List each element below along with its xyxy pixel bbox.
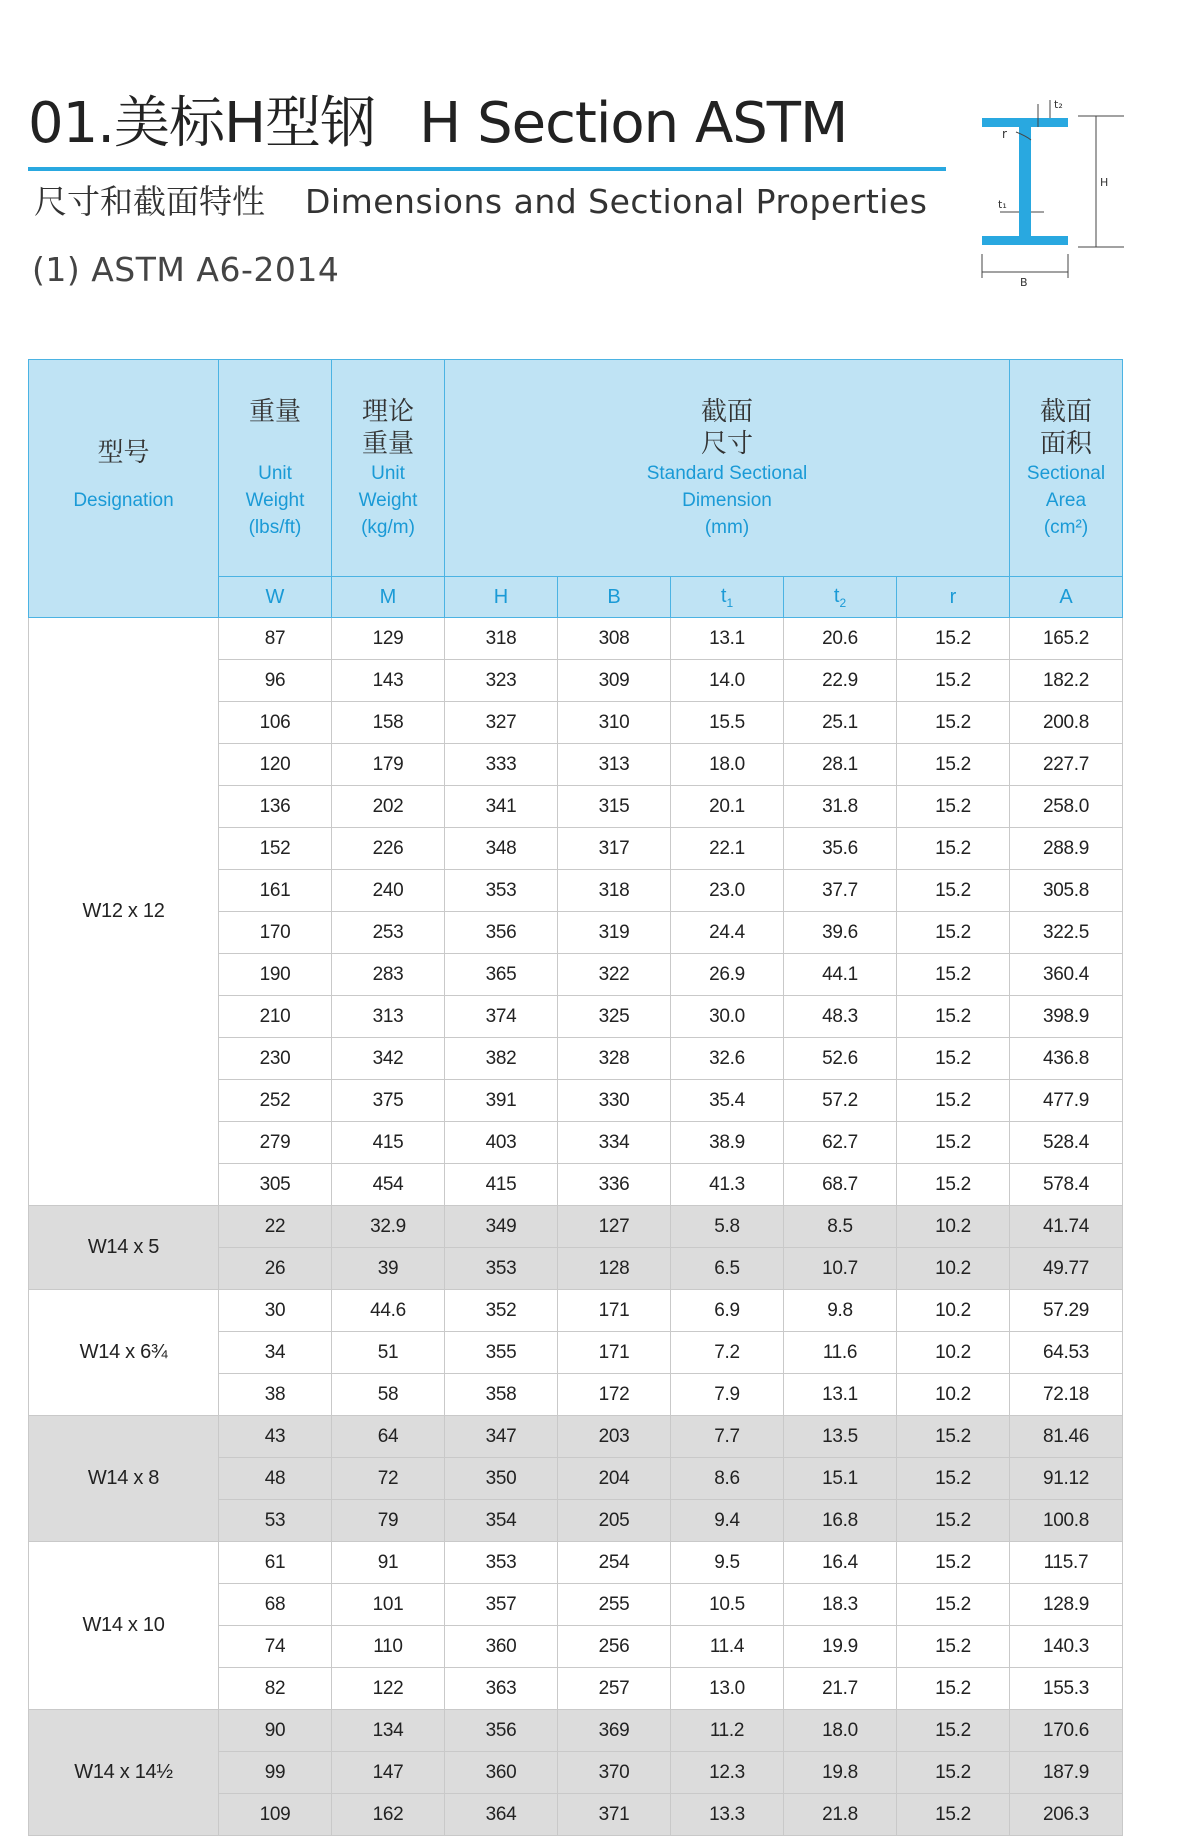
value-cell: 15.2 — [897, 1122, 1010, 1164]
value-cell: 158 — [332, 702, 445, 744]
value-cell: 16.4 — [784, 1542, 897, 1584]
value-cell: 365 — [445, 954, 558, 996]
value-cell: 48 — [219, 1458, 332, 1500]
value-cell: 317 — [558, 828, 671, 870]
value-cell: 9.4 — [671, 1500, 784, 1542]
value-cell: 90 — [219, 1710, 332, 1752]
value-cell: 210 — [219, 996, 332, 1038]
symbol-h: H — [445, 577, 558, 618]
value-cell: 203 — [558, 1416, 671, 1458]
value-cell: 309 — [558, 660, 671, 702]
value-cell: 26 — [219, 1248, 332, 1290]
value-cell: 21.7 — [784, 1668, 897, 1710]
h-beam-shape-icon — [982, 118, 1068, 245]
table-row — [29, 1416, 1123, 1458]
value-cell: 22 — [219, 1206, 332, 1248]
value-cell: 15.2 — [897, 1164, 1010, 1206]
header-designation: 型号 Designation — [29, 360, 219, 618]
value-cell: 20.6 — [784, 618, 897, 660]
value-cell: 310 — [558, 702, 671, 744]
table-row — [29, 618, 1123, 660]
value-cell: 170 — [219, 912, 332, 954]
value-cell: 11.4 — [671, 1626, 784, 1668]
value-cell: 10.2 — [897, 1290, 1010, 1332]
value-cell: 358 — [445, 1374, 558, 1416]
symbol-w: W — [219, 577, 332, 618]
subtitle-cn: 尺寸和截面特性 — [34, 182, 265, 221]
designation-cell: W14 x 10 — [29, 1542, 219, 1710]
value-cell: 322.5 — [1010, 912, 1123, 954]
value-cell: 202 — [332, 786, 445, 828]
value-cell: 528.4 — [1010, 1122, 1123, 1164]
value-cell: 18.0 — [784, 1710, 897, 1752]
value-cell: 254 — [558, 1542, 671, 1584]
value-cell: 341 — [445, 786, 558, 828]
title-divider — [28, 167, 946, 171]
value-cell: 352 — [445, 1290, 558, 1332]
value-cell: 375 — [332, 1080, 445, 1122]
value-cell: 230 — [219, 1038, 332, 1080]
table-row — [29, 1206, 1123, 1248]
value-cell: 171 — [558, 1290, 671, 1332]
value-cell: 357 — [445, 1584, 558, 1626]
value-cell: 20.1 — [671, 786, 784, 828]
table-header — [29, 360, 1123, 618]
title-en: H Section ASTM — [419, 91, 848, 156]
value-cell: 15.1 — [784, 1458, 897, 1500]
value-cell: 15.2 — [897, 1584, 1010, 1626]
value-cell: 43 — [219, 1416, 332, 1458]
designation-cell: W14 x 5 — [29, 1206, 219, 1290]
value-cell: 360 — [445, 1626, 558, 1668]
value-cell: 187.9 — [1010, 1752, 1123, 1794]
value-cell: 79 — [332, 1500, 445, 1542]
value-cell: 35.6 — [784, 828, 897, 870]
value-cell: 91.12 — [1010, 1458, 1123, 1500]
value-cell: 313 — [558, 744, 671, 786]
value-cell: 7.9 — [671, 1374, 784, 1416]
h-beam-section-diagram — [978, 92, 1138, 292]
value-cell: 44.1 — [784, 954, 897, 996]
value-cell: 322 — [558, 954, 671, 996]
diagram-label-t2: t₂ — [1054, 98, 1063, 111]
value-cell: 15.2 — [897, 1500, 1010, 1542]
value-cell: 305 — [219, 1164, 332, 1206]
value-cell: 127 — [558, 1206, 671, 1248]
value-cell: 24.4 — [671, 912, 784, 954]
value-cell: 342 — [332, 1038, 445, 1080]
value-cell: 128.9 — [1010, 1584, 1123, 1626]
value-cell: 91 — [332, 1542, 445, 1584]
value-cell: 38 — [219, 1374, 332, 1416]
value-cell: 15.2 — [897, 1668, 1010, 1710]
value-cell: 8.6 — [671, 1458, 784, 1500]
value-cell: 96 — [219, 660, 332, 702]
diagram-label-r: r — [1002, 127, 1007, 141]
value-cell: 44.6 — [332, 1290, 445, 1332]
value-cell: 10.2 — [897, 1206, 1010, 1248]
value-cell: 15.5 — [671, 702, 784, 744]
value-cell: 190 — [219, 954, 332, 996]
value-cell: 350 — [445, 1458, 558, 1500]
value-cell: 9.5 — [671, 1542, 784, 1584]
value-cell: 64 — [332, 1416, 445, 1458]
value-cell: 13.0 — [671, 1668, 784, 1710]
value-cell: 15.2 — [897, 1752, 1010, 1794]
value-cell: 206.3 — [1010, 1794, 1123, 1836]
value-cell: 349 — [445, 1206, 558, 1248]
value-cell: 382 — [445, 1038, 558, 1080]
value-cell: 308 — [558, 618, 671, 660]
value-cell: 25.1 — [784, 702, 897, 744]
value-cell: 120 — [219, 744, 332, 786]
value-cell: 32.9 — [332, 1206, 445, 1248]
value-cell: 415 — [332, 1122, 445, 1164]
value-cell: 165.2 — [1010, 618, 1123, 660]
value-cell: 48.3 — [784, 996, 897, 1038]
value-cell: 15.2 — [897, 1080, 1010, 1122]
value-cell: 22.1 — [671, 828, 784, 870]
value-cell: 15.2 — [897, 1542, 1010, 1584]
symbol-a: A — [1010, 577, 1123, 618]
value-cell: 19.8 — [784, 1752, 897, 1794]
value-cell: 61 — [219, 1542, 332, 1584]
value-cell: 39 — [332, 1248, 445, 1290]
value-cell: 12.3 — [671, 1752, 784, 1794]
value-cell: 10.2 — [897, 1248, 1010, 1290]
value-cell: 403 — [445, 1122, 558, 1164]
title-cn: 01.美标H型钢 — [28, 91, 376, 156]
value-cell: 53 — [219, 1500, 332, 1542]
value-cell: 353 — [445, 1542, 558, 1584]
value-cell: 161 — [219, 870, 332, 912]
symbol-m: M — [332, 577, 445, 618]
value-cell: 41.74 — [1010, 1206, 1123, 1248]
value-cell: 72 — [332, 1458, 445, 1500]
value-cell: 305.8 — [1010, 870, 1123, 912]
value-cell: 323 — [445, 660, 558, 702]
value-cell: 11.2 — [671, 1710, 784, 1752]
value-cell: 81.46 — [1010, 1416, 1123, 1458]
value-cell: 5.8 — [671, 1206, 784, 1248]
value-cell: 179 — [332, 744, 445, 786]
value-cell: 82 — [219, 1668, 332, 1710]
value-cell: 15.2 — [897, 1458, 1010, 1500]
value-cell: 147 — [332, 1752, 445, 1794]
value-cell: 348 — [445, 828, 558, 870]
value-cell: 398.9 — [1010, 996, 1123, 1038]
value-cell: 6.9 — [671, 1290, 784, 1332]
value-cell: 318 — [445, 618, 558, 660]
value-cell: 15.2 — [897, 828, 1010, 870]
value-cell: 258.0 — [1010, 786, 1123, 828]
value-cell: 57.2 — [784, 1080, 897, 1122]
symbol-t1: $t_1$ — [671, 577, 784, 618]
value-cell: 128 — [558, 1248, 671, 1290]
table-row — [29, 1710, 1123, 1752]
value-cell: 454 — [332, 1164, 445, 1206]
value-cell: 15.2 — [897, 870, 1010, 912]
value-cell: 170.6 — [1010, 1710, 1123, 1752]
value-cell: 143 — [332, 660, 445, 702]
value-cell: 15.2 — [897, 912, 1010, 954]
value-cell: 38.9 — [671, 1122, 784, 1164]
value-cell: 100.8 — [1010, 1500, 1123, 1542]
value-cell: 52.6 — [784, 1038, 897, 1080]
value-cell: 41.3 — [671, 1164, 784, 1206]
value-cell: 353 — [445, 1248, 558, 1290]
value-cell: 257 — [558, 1668, 671, 1710]
value-cell: 15.2 — [897, 996, 1010, 1038]
symbol-b: B — [558, 577, 671, 618]
value-cell: 8.5 — [784, 1206, 897, 1248]
value-cell: 391 — [445, 1080, 558, 1122]
value-cell: 10.2 — [897, 1374, 1010, 1416]
value-cell: 15.2 — [897, 786, 1010, 828]
value-cell: 30.0 — [671, 996, 784, 1038]
value-cell: 39.6 — [784, 912, 897, 954]
symbol-r: r — [897, 577, 1010, 618]
value-cell: 370 — [558, 1752, 671, 1794]
value-cell: 363 — [445, 1668, 558, 1710]
value-cell: 364 — [445, 1794, 558, 1836]
value-cell: 325 — [558, 996, 671, 1038]
value-cell: 328 — [558, 1038, 671, 1080]
value-cell: 240 — [332, 870, 445, 912]
value-cell: 13.1 — [784, 1374, 897, 1416]
value-cell: 360.4 — [1010, 954, 1123, 996]
diagram-label-h: H — [1100, 176, 1109, 189]
value-cell: 200.8 — [1010, 702, 1123, 744]
value-cell: 171 — [558, 1332, 671, 1374]
value-cell: 68 — [219, 1584, 332, 1626]
value-cell: 16.8 — [784, 1500, 897, 1542]
value-cell: 13.5 — [784, 1416, 897, 1458]
value-cell: 255 — [558, 1584, 671, 1626]
value-cell: 31.8 — [784, 786, 897, 828]
value-cell: 313 — [332, 996, 445, 1038]
header-sectional-area: 截面 面积 Sectional Area (cm²) — [1010, 360, 1123, 577]
value-cell: 30 — [219, 1290, 332, 1332]
value-cell: 172 — [558, 1374, 671, 1416]
value-cell: 51 — [332, 1332, 445, 1374]
value-cell: 369 — [558, 1710, 671, 1752]
value-cell: 22.9 — [784, 660, 897, 702]
value-cell: 7.7 — [671, 1416, 784, 1458]
table-body — [29, 618, 1123, 1836]
standard-label: (1) ASTM A6-2014 — [32, 250, 340, 289]
value-cell: 21.8 — [784, 1794, 897, 1836]
designation-cell: W14 x 8 — [29, 1416, 219, 1542]
symbol-t2: $t_2$ — [784, 577, 897, 618]
value-cell: 101 — [332, 1584, 445, 1626]
value-cell: 477.9 — [1010, 1080, 1123, 1122]
value-cell: 162 — [332, 1794, 445, 1836]
header-unit-weight: 重量 Unit Weight (lbs/ft) — [219, 360, 332, 577]
value-cell: 109 — [219, 1794, 332, 1836]
value-cell: 10.5 — [671, 1584, 784, 1626]
value-cell: 62.7 — [784, 1122, 897, 1164]
value-cell: 155.3 — [1010, 1668, 1123, 1710]
page-subtitle — [34, 182, 927, 222]
value-cell: 34 — [219, 1332, 332, 1374]
header-theoretical-weight: 理论 重量 Unit Weight (kg/m) — [332, 360, 445, 577]
table-row — [29, 1290, 1123, 1332]
value-cell: 360 — [445, 1752, 558, 1794]
value-cell: 122 — [332, 1668, 445, 1710]
value-cell: 58 — [332, 1374, 445, 1416]
value-cell: 252 — [219, 1080, 332, 1122]
value-cell: 330 — [558, 1080, 671, 1122]
value-cell: 32.6 — [671, 1038, 784, 1080]
value-cell: 205 — [558, 1500, 671, 1542]
value-cell: 356 — [445, 1710, 558, 1752]
value-cell: 182.2 — [1010, 660, 1123, 702]
designation-cell: W14 x 14½ — [29, 1710, 219, 1836]
value-cell: 134 — [332, 1710, 445, 1752]
value-cell: 336 — [558, 1164, 671, 1206]
value-cell: 15.2 — [897, 1794, 1010, 1836]
value-cell: 227.7 — [1010, 744, 1123, 786]
value-cell: 226 — [332, 828, 445, 870]
value-cell: 10.2 — [897, 1332, 1010, 1374]
subtitle-en: Dimensions and Sectional Properties — [305, 182, 928, 221]
value-cell: 13.3 — [671, 1794, 784, 1836]
value-cell: 334 — [558, 1122, 671, 1164]
value-cell: 23.0 — [671, 870, 784, 912]
value-cell: 74 — [219, 1626, 332, 1668]
value-cell: 355 — [445, 1332, 558, 1374]
value-cell: 37.7 — [784, 870, 897, 912]
designation-cell: W12 x 12 — [29, 618, 219, 1206]
value-cell: 68.7 — [784, 1164, 897, 1206]
value-cell: 333 — [445, 744, 558, 786]
value-cell: 129 — [332, 618, 445, 660]
value-cell: 64.53 — [1010, 1332, 1123, 1374]
value-cell: 253 — [332, 912, 445, 954]
value-cell: 415 — [445, 1164, 558, 1206]
value-cell: 319 — [558, 912, 671, 954]
value-cell: 14.0 — [671, 660, 784, 702]
value-cell: 136 — [219, 786, 332, 828]
header-sectional-dimension: 截面 尺寸 Standard Sectional Dimension (mm) — [445, 360, 1010, 577]
value-cell: 354 — [445, 1500, 558, 1542]
value-cell: 318 — [558, 870, 671, 912]
value-cell: 15.2 — [897, 744, 1010, 786]
value-cell: 353 — [445, 870, 558, 912]
table-row — [29, 1542, 1123, 1584]
value-cell: 256 — [558, 1626, 671, 1668]
value-cell: 15.2 — [897, 1416, 1010, 1458]
value-cell: 283 — [332, 954, 445, 996]
value-cell: 57.29 — [1010, 1290, 1123, 1332]
value-cell: 15.2 — [897, 1626, 1010, 1668]
value-cell: 15.2 — [897, 1710, 1010, 1752]
value-cell: 13.1 — [671, 618, 784, 660]
value-cell: 436.8 — [1010, 1038, 1123, 1080]
value-cell: 15.2 — [897, 660, 1010, 702]
value-cell: 49.77 — [1010, 1248, 1123, 1290]
designation-cell: W14 x 6¾ — [29, 1290, 219, 1416]
value-cell: 99 — [219, 1752, 332, 1794]
value-cell: 18.3 — [784, 1584, 897, 1626]
value-cell: 9.8 — [784, 1290, 897, 1332]
value-cell: 110 — [332, 1626, 445, 1668]
value-cell: 6.5 — [671, 1248, 784, 1290]
value-cell: 371 — [558, 1794, 671, 1836]
value-cell: 356 — [445, 912, 558, 954]
value-cell: 15.2 — [897, 702, 1010, 744]
value-cell: 347 — [445, 1416, 558, 1458]
value-cell: 315 — [558, 786, 671, 828]
value-cell: 11.6 — [784, 1332, 897, 1374]
value-cell: 26.9 — [671, 954, 784, 996]
value-cell: 106 — [219, 702, 332, 744]
value-cell: 140.3 — [1010, 1626, 1123, 1668]
page-title — [28, 92, 847, 156]
value-cell: 15.2 — [897, 618, 1010, 660]
value-cell: 72.18 — [1010, 1374, 1123, 1416]
value-cell: 7.2 — [671, 1332, 784, 1374]
section-properties-table — [28, 359, 1123, 1836]
value-cell: 279 — [219, 1122, 332, 1164]
value-cell: 15.2 — [897, 1038, 1010, 1080]
value-cell: 374 — [445, 996, 558, 1038]
value-cell: 87 — [219, 618, 332, 660]
value-cell: 19.9 — [784, 1626, 897, 1668]
value-cell: 15.2 — [897, 954, 1010, 996]
value-cell: 115.7 — [1010, 1542, 1123, 1584]
value-cell: 35.4 — [671, 1080, 784, 1122]
diagram-label-b: B — [1020, 276, 1028, 289]
value-cell: 578.4 — [1010, 1164, 1123, 1206]
diagram-label-t1: t₁ — [998, 198, 1007, 211]
value-cell: 327 — [445, 702, 558, 744]
value-cell: 28.1 — [784, 744, 897, 786]
value-cell: 10.7 — [784, 1248, 897, 1290]
value-cell: 288.9 — [1010, 828, 1123, 870]
value-cell: 152 — [219, 828, 332, 870]
value-cell: 204 — [558, 1458, 671, 1500]
value-cell: 18.0 — [671, 744, 784, 786]
